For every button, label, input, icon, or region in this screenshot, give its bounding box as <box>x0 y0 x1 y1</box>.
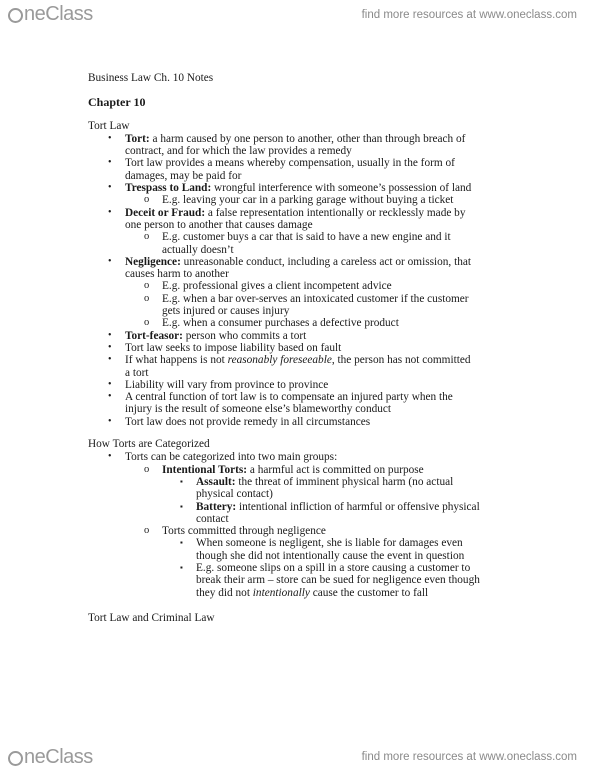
bullet-icon: • <box>108 341 112 353</box>
logo-ring-icon <box>8 8 23 23</box>
bullet-icon: • <box>108 391 112 403</box>
circle-bullet-icon: o <box>144 463 150 475</box>
bullet-icon: • <box>108 354 112 366</box>
list-item: • Tort law does not provide remedy in all circumstances <box>108 415 371 428</box>
bullet-icon: • <box>108 206 112 218</box>
list-item: • Liability will vary from province to province <box>108 378 329 391</box>
logo-text: neClass <box>24 3 93 25</box>
bullet-icon: • <box>108 157 112 169</box>
logo-ring-icon <box>8 751 23 766</box>
chapter-heading: Chapter 10 <box>88 95 146 110</box>
oneclass-logo[interactable] <box>8 746 93 769</box>
list-item: • Tort-feasor: person who commits a tort <box>108 329 307 342</box>
categorized-list <box>88 451 518 599</box>
bullet-icon: • <box>108 255 112 267</box>
page-footer <box>0 740 595 770</box>
list-item: o E.g. leaving your car in a parking garage without buying a ticket <box>144 194 454 207</box>
bullet-icon: • <box>108 182 112 194</box>
section-heading-criminal: Tort Law and Criminal Law <box>88 611 215 624</box>
list-item: o E.g. professional gives a client incompetent advice <box>144 280 392 293</box>
list-item: o Intentional Torts: a harmful act is committed on purpose <box>144 463 424 476</box>
circle-bullet-icon: o <box>144 525 150 537</box>
list-item: • Tort law provides a means whereby compensation, usually in the form of damages, may be paid for <box>108 157 455 182</box>
spacer <box>88 599 518 612</box>
circle-bullet-icon: o <box>144 231 150 243</box>
bullet-icon: • <box>108 415 112 427</box>
section-heading-tort-law: Tort Law <box>88 119 130 132</box>
circle-bullet-icon: o <box>144 317 150 329</box>
circle-bullet-icon: o <box>144 280 150 292</box>
square-bullet-icon: ▪ <box>180 538 183 548</box>
list-item: ▪ When someone is negligent, she is liable for damages even though she did not intentionally cause the event in question <box>180 537 465 562</box>
list-item: o Torts committed through negligence <box>144 525 326 538</box>
square-bullet-icon: ▪ <box>180 476 183 486</box>
tort-law-list <box>88 133 518 428</box>
spacer <box>88 428 518 438</box>
bullet-icon: • <box>108 132 112 144</box>
list-item: o E.g. customer buys a car that is said to have a new engine and it actually doesn’t <box>144 231 451 256</box>
list-item: • Tort: a harm caused by one person to another, other than through breach of contract, and for which the law provides a remedy <box>108 132 466 158</box>
list-item: • Torts can be categorized into two main groups: <box>108 451 338 464</box>
list-item: ▪ Battery: intentional infliction of harmful or offensive physical contact <box>180 500 480 525</box>
bullet-icon: • <box>108 451 112 463</box>
list-item: ▪ E.g. someone slips on a spill in a store causing a customer to break their arm – store can be sued for negligence even though they did not intentionally cause the customer to fall <box>180 561 480 599</box>
logo-text: neClass <box>24 746 93 768</box>
circle-bullet-icon: o <box>144 292 150 304</box>
list-item: • Deceit or Fraud: a false representation intentionally or recklessly made by one person to another that causes damage <box>108 206 466 231</box>
footer-resources-link[interactable]: find more resources at www.oneclass.com <box>361 751 577 763</box>
document-title: Business Law Ch. 10 Notes <box>88 72 214 84</box>
bullet-icon: • <box>108 329 112 341</box>
list-item: • Trespass to Land: wrongful interference with someone’s possession of land <box>108 182 472 195</box>
square-bullet-icon: ▪ <box>180 501 183 511</box>
list-item: • A central function of tort law is to compensate an injured party when the injury is the result of someone else’s blameworthy conduct <box>108 391 453 416</box>
bullet-icon: • <box>108 378 112 390</box>
page-header <box>0 0 595 30</box>
header-resources-link[interactable]: find more resources at www.oneclass.com <box>361 9 577 21</box>
list-item: • Negligence: unreasonable conduct, including a careless act or omission, that causes harm to another <box>108 255 472 281</box>
document-body <box>88 72 518 625</box>
list-item: o E.g. when a bar over-serves an intoxicated customer if the customer gets injured or causes injury <box>144 292 469 318</box>
section-heading-categorized: How Torts are Categorized <box>88 438 210 451</box>
circle-bullet-icon: o <box>144 194 150 206</box>
square-bullet-icon: ▪ <box>180 562 183 572</box>
list-item: o E.g. when a consumer purchases a defective product <box>144 317 399 330</box>
oneclass-logo[interactable] <box>8 3 93 26</box>
list-item: ▪ Assault: the threat of imminent physical harm (no actual physical contact) <box>180 475 454 501</box>
list-item: • Tort law seeks to impose liability based on fault <box>108 341 342 354</box>
list-item: • If what happens is not reasonably foreseeable, the person has not committed a tort <box>108 354 471 379</box>
